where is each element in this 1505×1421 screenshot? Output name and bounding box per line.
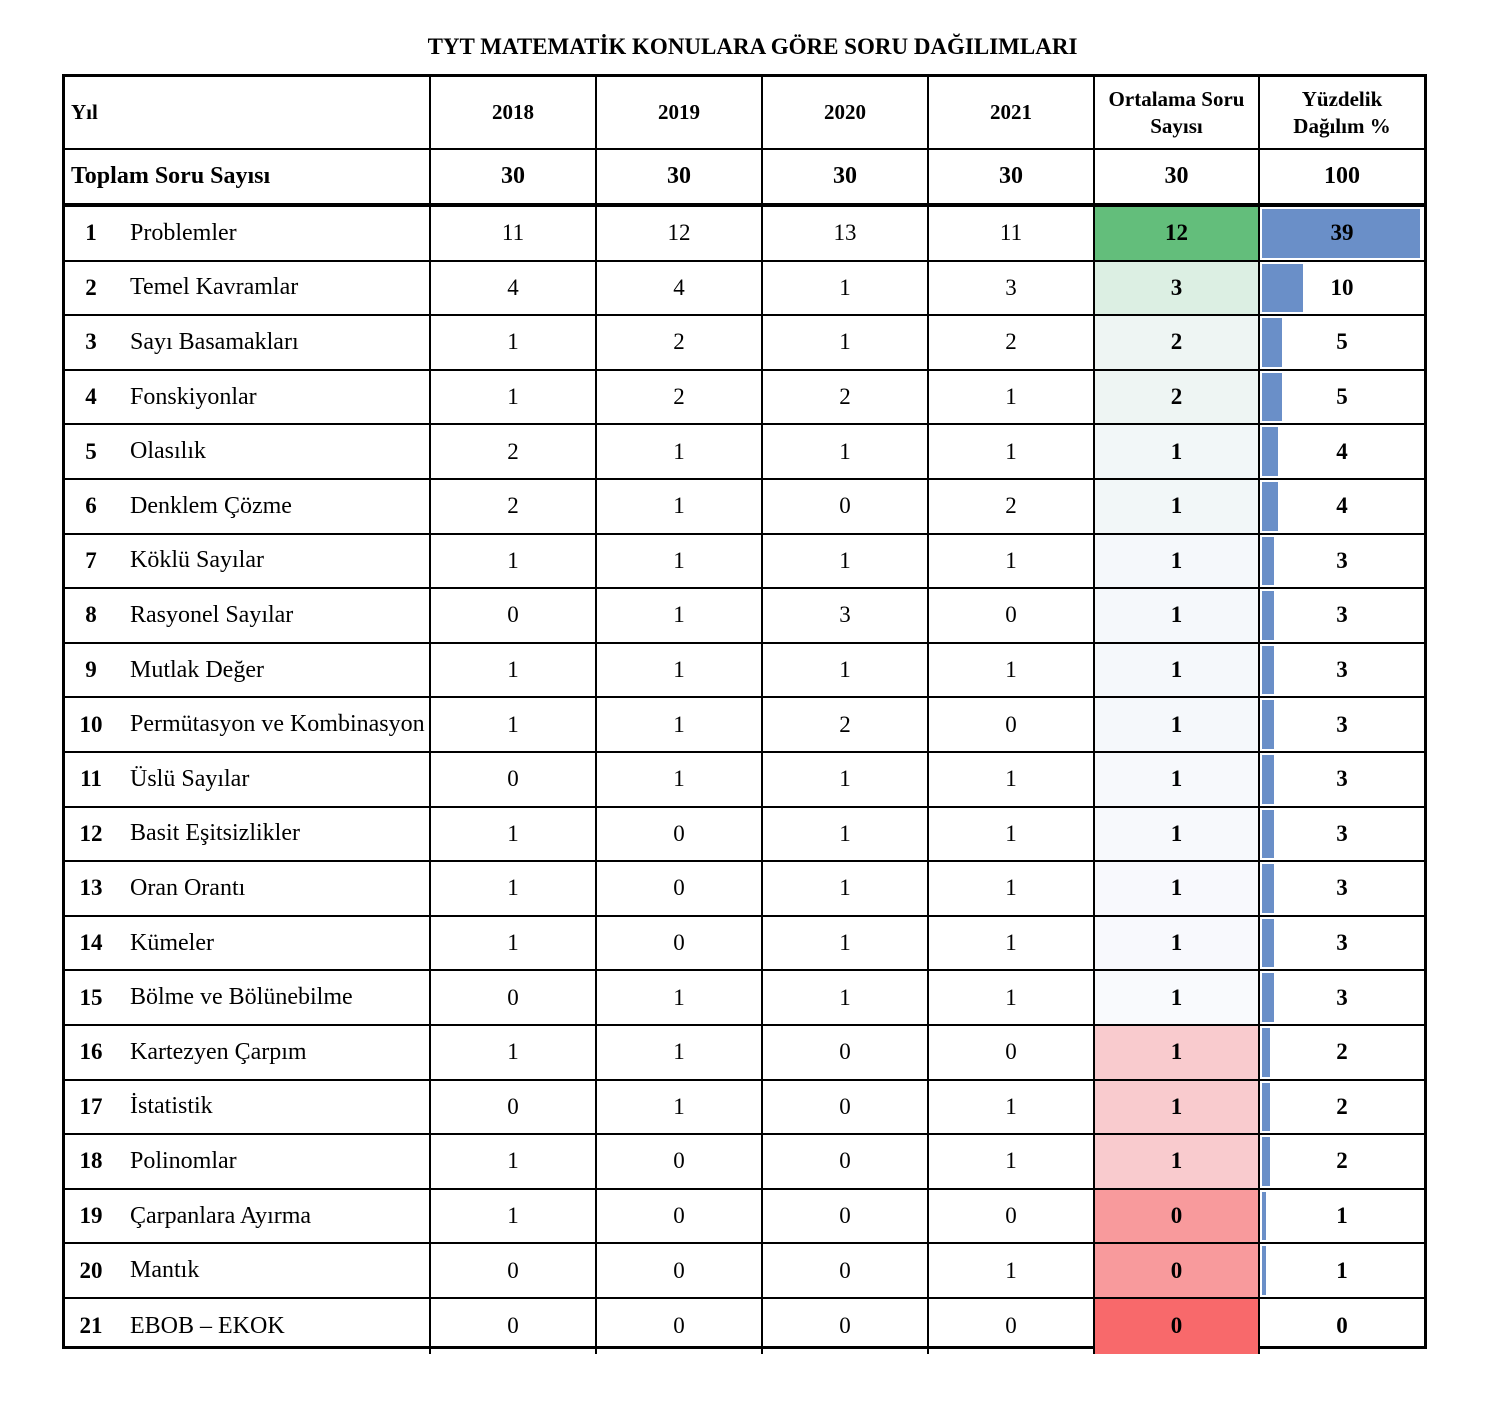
topic-name: Oran Orantı: [130, 874, 246, 901]
pct-cell: [1260, 371, 1424, 424]
topic-cell: [65, 917, 431, 970]
row-number: 15: [79, 984, 103, 1010]
topic-name: Köklü Sayılar: [130, 547, 264, 574]
year-2019-count: 0: [597, 808, 763, 861]
year-2019-count: 1: [597, 535, 763, 588]
year-2019-count: 0: [597, 1190, 763, 1243]
year-2018-count: 1: [431, 316, 597, 369]
pct-data-bar: [1262, 373, 1282, 422]
avg-count: 1: [1095, 589, 1260, 642]
year-2018-count: 0: [431, 589, 597, 642]
topic-cell: [65, 644, 431, 697]
pct-cell: [1260, 753, 1424, 806]
table-row: [65, 698, 1424, 753]
row-number: 6: [85, 493, 97, 519]
year-2020-count: 0: [763, 1026, 929, 1079]
pct-cell: [1260, 589, 1424, 642]
year-2018-count: 1: [431, 1026, 597, 1079]
pct-cell: [1260, 698, 1424, 751]
topic-name: Denklem Çözme: [130, 492, 292, 519]
topic-name: Olasılık: [130, 438, 206, 465]
year-2019-count: 0: [597, 917, 763, 970]
pct-data-bar: [1262, 919, 1274, 968]
year-2020-count: 1: [763, 535, 929, 588]
pct-value: 2: [1336, 1148, 1348, 1174]
pct-cell: [1260, 207, 1424, 260]
topic-name: Kartezyen Çarpım: [130, 1038, 307, 1065]
table-row: [65, 535, 1424, 590]
year-2018-count: 1: [431, 1135, 597, 1188]
pct-cell: [1260, 862, 1424, 915]
row-number: 7: [85, 547, 97, 573]
row-number: 17: [79, 1093, 103, 1119]
row-number: 16: [79, 1039, 103, 1065]
pct-cell: [1260, 917, 1424, 970]
year-2020-count: 1: [763, 316, 929, 369]
pct-value: 10: [1330, 274, 1354, 300]
pct-data-bar: [1262, 1083, 1270, 1132]
year-2020-count: 1: [763, 425, 929, 478]
topic-cell: [65, 971, 431, 1024]
year-2018-header: 2018: [431, 77, 597, 148]
pct-cell: [1260, 1244, 1424, 1297]
pct-value: 3: [1336, 820, 1348, 846]
year-2019-count: 1: [597, 644, 763, 697]
year-2021-count: 11: [929, 207, 1095, 260]
year-2021-count: 1: [929, 917, 1095, 970]
year-2019-count: 0: [597, 1299, 763, 1354]
avg-count: 2: [1095, 316, 1260, 369]
table-row: [65, 371, 1424, 426]
pct-value: 39: [1330, 220, 1354, 246]
row-number: 19: [79, 1203, 103, 1229]
avg-count: 1: [1095, 808, 1260, 861]
year-2019-count: 1: [597, 589, 763, 642]
year-2019-count: 1: [597, 480, 763, 533]
pct-data-bar: [1262, 700, 1274, 749]
topic-cell: [65, 589, 431, 642]
avg-header-line1: Ortalama Soru: [1108, 86, 1245, 111]
avg-count: 0: [1095, 1190, 1260, 1243]
year-2021-count: 2: [929, 480, 1095, 533]
topic-cell: [65, 371, 431, 424]
table-row: [65, 862, 1424, 917]
table-row: [65, 1135, 1424, 1190]
year-2020-count: 0: [763, 1190, 929, 1243]
year-2018-count: 1: [431, 808, 597, 861]
year-2018-count: 4: [431, 262, 597, 315]
year-2019-count: 1: [597, 1081, 763, 1134]
avg-count: 1: [1095, 1135, 1260, 1188]
year-2018-count: 1: [431, 862, 597, 915]
year-2020-count: 0: [763, 1299, 929, 1354]
topic-cell: [65, 1299, 431, 1354]
topic-name: Problemler: [130, 219, 237, 246]
pct-value: 3: [1336, 657, 1348, 683]
topic-name: Kümeler: [130, 929, 214, 956]
year-2019-count: 0: [597, 862, 763, 915]
pct-cell: [1260, 1299, 1424, 1354]
table-row: [65, 1081, 1424, 1136]
row-number: 21: [79, 1313, 103, 1339]
pct-data-bar: [1262, 646, 1274, 695]
year-2021-count: 0: [929, 1190, 1095, 1243]
year-2018-count: 1: [431, 917, 597, 970]
avg-count: 1: [1095, 535, 1260, 588]
year-2019-count: 1: [597, 425, 763, 478]
avg-header: [1095, 77, 1260, 148]
avg-count: 1: [1095, 644, 1260, 697]
topic-name: Bölme ve Bölünebilme: [130, 984, 353, 1011]
year-2021-count: 2: [929, 316, 1095, 369]
pct-value: 5: [1336, 329, 1348, 355]
pct-header-line1: Yüzdelik: [1301, 86, 1383, 111]
topic-cell: [65, 862, 431, 915]
table-row: [65, 425, 1424, 480]
pct-data-bar: [1262, 537, 1274, 586]
topic-name: Fonskiyonlar: [130, 383, 257, 410]
pct-value: 4: [1336, 493, 1348, 519]
year-2018-count: 2: [431, 425, 597, 478]
year-2020-count: 0: [763, 480, 929, 533]
year-2018-count: 1: [431, 535, 597, 588]
year-2018-count: 1: [431, 698, 597, 751]
table-row: [65, 1244, 1424, 1299]
topic-name: Sayı Basamakları: [130, 328, 299, 355]
total-2020: 30: [763, 150, 929, 203]
avg-count: 0: [1095, 1299, 1260, 1354]
pct-cell: [1260, 971, 1424, 1024]
topic-name: İstatistik: [130, 1093, 213, 1120]
year-2020-count: 1: [763, 971, 929, 1024]
year-2019-count: 1: [597, 971, 763, 1024]
row-number: 8: [85, 602, 97, 628]
year-2019-count: 4: [597, 262, 763, 315]
row-number: 12: [79, 820, 103, 846]
pct-value: 2: [1336, 1093, 1348, 1119]
pct-data-bar: [1262, 864, 1274, 913]
avg-count: 1: [1095, 698, 1260, 751]
row-number: 4: [85, 384, 97, 410]
pct-cell: [1260, 1135, 1424, 1188]
year-2021-count: 1: [929, 1081, 1095, 1134]
topic-name: Rasyonel Sayılar: [130, 601, 294, 628]
year-2019-count: 1: [597, 698, 763, 751]
pct-cell: [1260, 535, 1424, 588]
row-number: 10: [79, 711, 103, 737]
pct-value: 3: [1336, 547, 1348, 573]
year-2021-count: 1: [929, 371, 1095, 424]
pct-value: 5: [1336, 384, 1348, 410]
total-2021: 30: [929, 150, 1095, 203]
pct-data-bar: [1262, 810, 1274, 859]
table-row: [65, 316, 1424, 371]
pct-cell: [1260, 425, 1424, 478]
year-2021-count: 1: [929, 425, 1095, 478]
total-label: Toplam Soru Sayısı: [65, 150, 431, 203]
avg-count: 2: [1095, 371, 1260, 424]
total-avg: 30: [1095, 150, 1260, 203]
avg-count: 1: [1095, 425, 1260, 478]
pct-data-bar: [1262, 973, 1274, 1022]
pct-data-bar: [1262, 482, 1278, 531]
year-2020-count: 1: [763, 917, 929, 970]
topic-cell: [65, 480, 431, 533]
total-row: [65, 150, 1424, 207]
pct-data-bar: [1262, 264, 1303, 313]
topic-cell: [65, 1244, 431, 1297]
table-row: [65, 808, 1424, 863]
topic-name: Permütasyon ve Kombinasyon: [130, 711, 425, 738]
pct-value: 1: [1336, 1203, 1348, 1229]
row-number: 1: [85, 220, 97, 246]
pct-header: [1260, 77, 1424, 148]
row-number: 9: [85, 657, 97, 683]
topic-cell: [65, 808, 431, 861]
year-2018-count: 11: [431, 207, 597, 260]
pct-value: 3: [1336, 930, 1348, 956]
page-title: TYT MATEMATİK KONULARA GÖRE SORU DAĞILIMLARI: [427, 34, 1078, 59]
total-2019: 30: [597, 150, 763, 203]
year-2019-header: 2019: [597, 77, 763, 148]
row-number: 18: [79, 1148, 103, 1174]
pct-data-bar: [1262, 427, 1278, 476]
year-2021-count: 0: [929, 698, 1095, 751]
pct-data-bar: [1262, 755, 1274, 804]
year-2021-count: 1: [929, 862, 1095, 915]
distribution-table: [62, 74, 1427, 1349]
pct-cell: [1260, 644, 1424, 697]
year-2021-count: 0: [929, 589, 1095, 642]
avg-count: 3: [1095, 262, 1260, 315]
topic-name: Mutlak Değer: [130, 656, 264, 683]
total-2018: 30: [431, 150, 597, 203]
table-row: [65, 1299, 1424, 1354]
topic-cell: [65, 1026, 431, 1079]
topic-name: Temel Kavramlar: [130, 274, 299, 301]
pct-cell: [1260, 1190, 1424, 1243]
topic-cell: [65, 535, 431, 588]
pct-value: 3: [1336, 711, 1348, 737]
row-number: 2: [85, 274, 97, 300]
year-2021-count: 0: [929, 1026, 1095, 1079]
pct-value: 3: [1336, 984, 1348, 1010]
year-2021-count: 1: [929, 753, 1095, 806]
topic-cell: [65, 753, 431, 806]
topic-cell: [65, 207, 431, 260]
year-2018-count: 0: [431, 753, 597, 806]
year-2019-count: 0: [597, 1135, 763, 1188]
year-2018-count: 1: [431, 644, 597, 697]
pct-value: 2: [1336, 1039, 1348, 1065]
row-number: 3: [85, 329, 97, 355]
year-2018-count: 2: [431, 480, 597, 533]
year-2021-count: 1: [929, 971, 1095, 1024]
year-2020-count: 2: [763, 371, 929, 424]
year-2018-count: 1: [431, 371, 597, 424]
row-number: 13: [79, 875, 103, 901]
topic-cell: [65, 1190, 431, 1243]
table-row: [65, 480, 1424, 535]
avg-count: 1: [1095, 862, 1260, 915]
topic-cell: [65, 1135, 431, 1188]
year-2020-count: 0: [763, 1135, 929, 1188]
year-2020-count: 1: [763, 644, 929, 697]
year-2020-count: 0: [763, 1081, 929, 1134]
avg-header-line2: Sayısı: [1150, 113, 1203, 138]
row-number: 20: [79, 1257, 103, 1283]
avg-count: 1: [1095, 480, 1260, 533]
pct-cell: [1260, 1026, 1424, 1079]
topic-name: Mantık: [130, 1257, 200, 1284]
row-number: 11: [80, 766, 102, 792]
year-2019-count: 2: [597, 316, 763, 369]
pct-value: 1: [1336, 1257, 1348, 1283]
pct-value: 0: [1336, 1313, 1348, 1339]
year-2020-header: 2020: [763, 77, 929, 148]
table-row: [65, 207, 1424, 262]
year-2021-header: 2021: [929, 77, 1095, 148]
table-row: [65, 753, 1424, 808]
table-row: [65, 262, 1424, 317]
topic-name: Polinomlar: [130, 1147, 237, 1174]
year-2018-count: 0: [431, 971, 597, 1024]
year-2019-count: 12: [597, 207, 763, 260]
year-2020-count: 0: [763, 1244, 929, 1297]
avg-count: 1: [1095, 1026, 1260, 1079]
year-2018-count: 0: [431, 1244, 597, 1297]
year-2020-count: 1: [763, 262, 929, 315]
row-number: 14: [79, 930, 103, 956]
year-2020-count: 2: [763, 698, 929, 751]
table-row: [65, 644, 1424, 699]
year-2020-count: 13: [763, 207, 929, 260]
topic-cell: [65, 698, 431, 751]
year-2019-count: 1: [597, 1026, 763, 1079]
year-2021-count: 1: [929, 535, 1095, 588]
topic-name: Çarpanlara Ayırma: [130, 1202, 312, 1229]
topic-cell: [65, 262, 431, 315]
total-pct: 100: [1324, 163, 1360, 189]
pct-data-bar: [1262, 1137, 1270, 1186]
pct-cell: [1260, 1081, 1424, 1134]
avg-count: 0: [1095, 1244, 1260, 1297]
year-2020-count: 1: [763, 862, 929, 915]
year-2018-count: 0: [431, 1081, 597, 1134]
year-label-cell: [65, 77, 431, 148]
year-2021-count: 1: [929, 644, 1095, 697]
pct-data-bar: [1262, 1246, 1266, 1295]
avg-count: 1: [1095, 971, 1260, 1024]
year-2021-count: 3: [929, 262, 1095, 315]
table-row: [65, 589, 1424, 644]
pct-header-line2: Dağılım %: [1293, 113, 1391, 138]
year-2020-count: 1: [763, 753, 929, 806]
table-row: [65, 1026, 1424, 1081]
year-2020-count: 3: [763, 589, 929, 642]
topic-cell: [65, 316, 431, 369]
year-label: Yıl: [71, 100, 98, 124]
year-2021-count: 0: [929, 1299, 1095, 1354]
pct-value: 4: [1336, 438, 1348, 464]
pct-data-bar: [1262, 1192, 1266, 1241]
topic-name: EBOB – EKOK: [130, 1312, 285, 1339]
avg-count: 1: [1095, 753, 1260, 806]
pct-data-bar: [1262, 1028, 1270, 1077]
pct-value: 3: [1336, 875, 1348, 901]
header-row: [65, 77, 1424, 150]
year-2018-count: 1: [431, 1190, 597, 1243]
year-2021-count: 1: [929, 1135, 1095, 1188]
topic-name: Basit Eşitsizlikler: [130, 820, 300, 847]
year-2019-count: 1: [597, 753, 763, 806]
table-row: [65, 971, 1424, 1026]
pct-cell: [1260, 262, 1424, 315]
year-2021-count: 1: [929, 1244, 1095, 1297]
year-2019-count: 2: [597, 371, 763, 424]
year-2018-count: 0: [431, 1299, 597, 1354]
topic-cell: [65, 425, 431, 478]
pct-cell: [1260, 316, 1424, 369]
table-row: [65, 1190, 1424, 1245]
topic-name: Üslü Sayılar: [130, 765, 250, 792]
pct-data-bar: [1262, 318, 1282, 367]
pct-data-bar: [1262, 591, 1274, 640]
pct-cell: [1260, 808, 1424, 861]
pct-value: 3: [1336, 766, 1348, 792]
year-2020-count: 1: [763, 808, 929, 861]
pct-cell: [1260, 480, 1424, 533]
avg-count: 12: [1095, 207, 1260, 260]
pct-value: 3: [1336, 602, 1348, 628]
row-number: 5: [85, 438, 97, 464]
avg-count: 1: [1095, 917, 1260, 970]
topic-cell: [65, 1081, 431, 1134]
year-2019-count: 0: [597, 1244, 763, 1297]
year-2021-count: 1: [929, 808, 1095, 861]
table-row: [65, 917, 1424, 972]
avg-count: 1: [1095, 1081, 1260, 1134]
